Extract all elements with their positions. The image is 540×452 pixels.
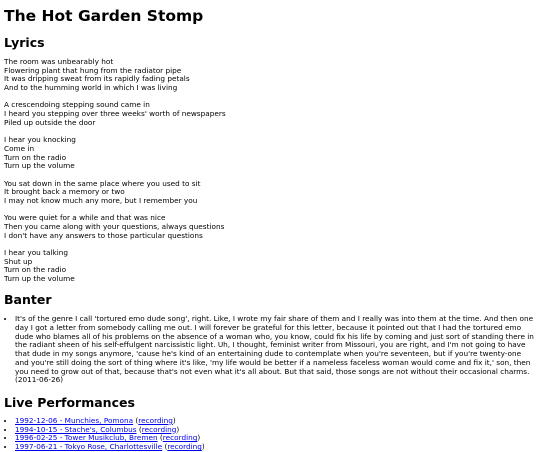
lyrics-line: Turn up the volume bbox=[4, 161, 75, 171]
lyrics-line: I heard you stepping over three weeks' worth of newspapers bbox=[4, 109, 226, 119]
paren-open: ( bbox=[133, 415, 139, 425]
banter-item: • It's of the genre I call 'tortured emo dude song', right. Like, I wrote my fair share of them and I really was into them at the time. And then one day I got a letter from somebody calling me out. I will forever be grateful for this letter, because it pointed out that I had the tortured emo dude who blames all of his problems on the absence of a woman who, you know, could fix his life by coming and just sort of standing there in the radiant sheen of his self-effulgent narcissistic light. Uh, I thought, feminist writer from Missouri, you are right, and I'm not going to have that dude in my songs anymore, 'cause he's kind of an entertaining dude to contemplate when you're seventeen, but if you're twenty-one and you're still doing the sort of thing where it's like, 'my life would be better if a nameless faceless woman would come and fix it,' son, then you need to grow out of that, because that's not even what it's all about. But that said, those songs are not without their occasional charms. (2011-06-26) bbox=[15, 315, 535, 385]
paren-close: ) bbox=[176, 424, 180, 434]
lyrics-stanza bbox=[4, 58, 535, 93]
lyrics-line: It brought back a memory or two bbox=[4, 187, 125, 197]
lyrics-line: It was dripping sweat from its rapidly fading petals bbox=[4, 74, 190, 84]
lyrics-stanza bbox=[4, 180, 535, 206]
recording-link[interactable]: recording bbox=[141, 424, 177, 434]
recording-link[interactable]: recording bbox=[162, 433, 198, 443]
banter-section bbox=[4, 292, 535, 385]
banter-list bbox=[4, 315, 535, 385]
lyrics-stanza bbox=[4, 136, 535, 171]
lyrics-section bbox=[4, 35, 535, 284]
lyrics-line: Come in bbox=[4, 143, 35, 153]
lyrics-line: I hear you knocking bbox=[4, 135, 76, 145]
recording-link[interactable]: recording bbox=[167, 442, 202, 452]
lyrics-line: You sat down in the same place where you used to sit bbox=[4, 178, 201, 188]
lyrics-line: I don't have any answers to those particular questions bbox=[4, 230, 203, 240]
lyrics-line: Turn up the volume bbox=[4, 274, 75, 284]
show-link[interactable]: 1996-02-25 - Tower Musikclub, Bremen bbox=[15, 433, 158, 443]
lyrics-line: A crescendoing stepping sound came in bbox=[4, 100, 150, 110]
show-link[interactable]: 1994-10-15 - Stache's, Columbus bbox=[15, 424, 137, 434]
lyrics-heading: Lyrics bbox=[4, 35, 45, 50]
lyrics-line: I hear you talking bbox=[4, 247, 68, 257]
show-link[interactable]: 1997-06-21 - Tokyo Rose, Charlottesville bbox=[15, 442, 163, 452]
live-performances-section bbox=[4, 395, 535, 452]
live-performances-heading: Live Performances bbox=[4, 394, 135, 410]
lyrics-line: The room was unbearably hot bbox=[4, 57, 114, 66]
paren-open: ( bbox=[157, 433, 163, 443]
page-title: The Hot Garden Stomp bbox=[4, 7, 204, 25]
lyrics-line: And to the humming world in which I was living bbox=[4, 83, 178, 93]
paren-close: ) bbox=[201, 442, 205, 452]
paren-open: ( bbox=[162, 442, 168, 452]
lyrics-stanza bbox=[4, 214, 535, 240]
lyrics-line: Then you came along with your questions, always questions bbox=[4, 221, 225, 231]
lyrics-stanza bbox=[4, 101, 535, 127]
lyrics-line: Turn on the radio bbox=[4, 152, 67, 162]
lyrics-line: Piled up outside the door bbox=[4, 117, 96, 127]
live-performance-item bbox=[15, 443, 535, 452]
paren-open: ( bbox=[136, 424, 142, 434]
paren-close: ) bbox=[197, 433, 201, 443]
lyrics-line: You were quiet for a while and that was nice bbox=[4, 213, 166, 223]
show-link[interactable]: 1992-12-06 - Munchies, Pomona bbox=[15, 415, 134, 425]
lyrics-stanza bbox=[4, 249, 535, 284]
paren-close: ) bbox=[172, 415, 176, 425]
lyrics-line: Shut up bbox=[4, 256, 33, 266]
lyrics-line: I may not know much any more, but I remember you bbox=[4, 195, 198, 205]
banter-heading: Banter bbox=[4, 292, 52, 308]
lyrics-body bbox=[4, 58, 535, 284]
live-performances-list bbox=[4, 417, 535, 452]
recording-link[interactable]: recording bbox=[138, 415, 173, 425]
lyrics-line: Turn on the radio bbox=[4, 265, 67, 275]
lyrics-line: Flowering plant that hung from the radiator pipe bbox=[4, 65, 182, 75]
